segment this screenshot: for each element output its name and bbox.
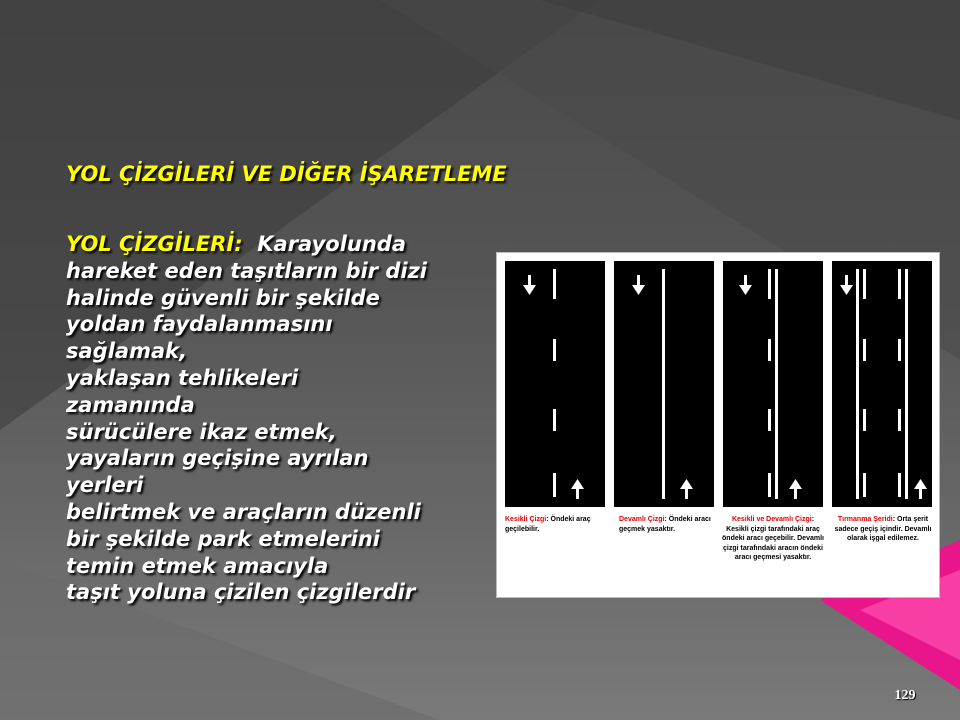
caption-text: : Öndeki aracı geçmek yasaktır. (619, 516, 711, 533)
caption-term: Kesikli Çizgi (505, 516, 547, 523)
solid-line (775, 269, 778, 499)
body-line: hareket eden taşıtların bir dizi (66, 258, 427, 283)
arrow-up-icon (680, 479, 693, 499)
caption-term: Tırmanma Şeridi (837, 516, 893, 523)
arrow-up-icon (789, 479, 802, 499)
caption-term: Devamlı Çizgi (619, 516, 665, 523)
caption-text: : Kesikli çizgi tarafındaki araç öndeki aracı geçebilir. Devamlı çizgi tarafındaki aracın öndeki aracı geçmesi yasaktır. (722, 516, 824, 561)
road-lines-figure (496, 252, 940, 598)
dashed-line (553, 269, 556, 497)
arrow-down-icon (739, 275, 752, 295)
arrow-up-icon (914, 479, 927, 499)
caption-climbing-lane (831, 515, 935, 544)
body-line: yoldan faydalanmasını (66, 312, 333, 337)
arrow-down-icon (840, 275, 853, 295)
body-text (66, 231, 486, 606)
body-line: belirtmek ve araçların düzenli (66, 499, 421, 524)
solid-line (662, 269, 665, 499)
dashed-line (898, 269, 901, 497)
body-line: bir şekilde park etmelerini (66, 526, 380, 551)
page-number: 129 (894, 688, 916, 703)
slide-title: YOL ÇİZGİLERİ VE DİĞER İŞARETLEME (66, 162, 507, 186)
panel-climbing-lane (832, 261, 932, 507)
caption-term: Kesikli ve Devamlı Çizgi (731, 516, 812, 523)
dashed-line (768, 269, 771, 497)
arrow-down-icon (523, 275, 536, 295)
body-line: yaklaşan tehlikeleri (66, 365, 299, 390)
dashed-line (863, 269, 866, 497)
panel-dashed-solid-line (723, 261, 823, 507)
body-first-line-rest: Karayolunda (257, 232, 406, 256)
panel-dashed-line (505, 261, 605, 507)
caption-dashed-solid-line (721, 515, 825, 563)
body-line: zamanında (66, 392, 195, 417)
caption-text: : Öndeki araç geçilebilir. (505, 516, 591, 533)
caption-solid-line (619, 515, 723, 534)
panel-solid-line (614, 261, 714, 507)
caption-dashed-line (505, 515, 609, 534)
body-line: halinde güvenli bir şekilde (66, 285, 380, 310)
body-lead: YOL ÇİZGİLERİ: (66, 232, 243, 256)
solid-line (905, 269, 908, 499)
body-line: taşıt yoluna çizilen çizgilerdir (66, 580, 416, 605)
body-line: yayaların geçişine ayrılan (66, 446, 369, 471)
body-line-1 (66, 231, 486, 258)
body-line: yerleri (66, 473, 144, 498)
body-line: sağlamak, (66, 339, 188, 364)
solid-line (856, 269, 859, 499)
body-line: temin etmek amacıyla (66, 553, 329, 578)
arrow-down-icon (632, 275, 645, 295)
arrow-up-icon (571, 479, 584, 499)
caption-text: : Orta şerit sadece geçiş içindir. Devamlı olarak işgal edilemez. (834, 516, 932, 542)
body-line: sürücülere ikaz etmek, (66, 419, 337, 444)
